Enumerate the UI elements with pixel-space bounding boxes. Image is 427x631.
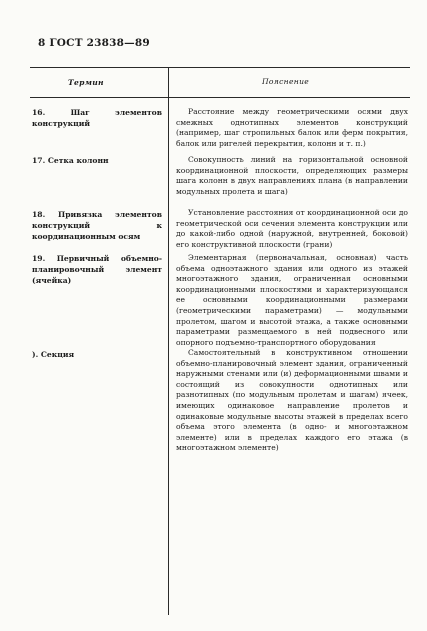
terms-table [30,67,410,615]
page-header: 8 ГОСТ 23838—89 [38,37,150,49]
explanation-16: Расстояние между геометрическими осями двух смежных однотипных элементов конструкций (например, шаг стропильных балок или ферм покрытия, балок или ригелей перекрытия, колонн и т. п.) [176,107,408,148]
term-18: 18. Привязка элементов конструкций к координационным осям [32,210,162,241]
term-16: 16. Шаг элементов конструкций [32,108,162,128]
explanation-17: Совокупность линий на горизонтальной основной координационной плоскости, определяющих размеры шага колонн в двух направлениях плана (в направлении модульных пролета и шага) [176,155,408,196]
explanation-20: Самостоятельный в конструктивном отношении объемно-планировочный элемент здания, ограниченный наружными стенами или (и) деформационными швами и состоящий из совокупности однотипных или разнотипных (по модульным пролетам и шагам) ячеек, имеющих одинаковое направление пролетов и одинаковые модульные высоты этажей в пределах всего объема этого элемента (в одно- и многоэтажном элементе) или в пределах каждого его этажа (в многоэтажном элементе) [176,348,408,453]
explanation-18: Установление расстояния от координационной оси до геометрической оси сечения элемента конструкции или до какой-либо одной (наружной, внутренней, боковой) его конструктивной плоскости (грани) [176,208,408,249]
explanation-19: Элементарная (первоначальная, основная) часть объема одноэтажного здания или одного из этажей многоэтажного здания, ограниченная основными координационными плоскостями и характеризующаяся ее основными координационными размерами (геометрическими параметрами) — модульными пролетом, шагом и высотой этажа, а также основными параметрами размещаемого в ней подвесного или опорного подъемно-транспортного оборудования [176,253,408,347]
table-column-divider [168,67,169,615]
column-header-term: Термин [68,78,104,87]
term-17: 17. Сетка колонн [32,156,109,165]
term-20: ). Секция [32,350,75,359]
table-top-rule [30,67,410,68]
term-19: 19. Первичный объемно-планировочный элемент (ячейка) [32,254,162,285]
column-header-explanation: Пояснение [262,77,310,86]
table-header-rule [30,97,410,98]
